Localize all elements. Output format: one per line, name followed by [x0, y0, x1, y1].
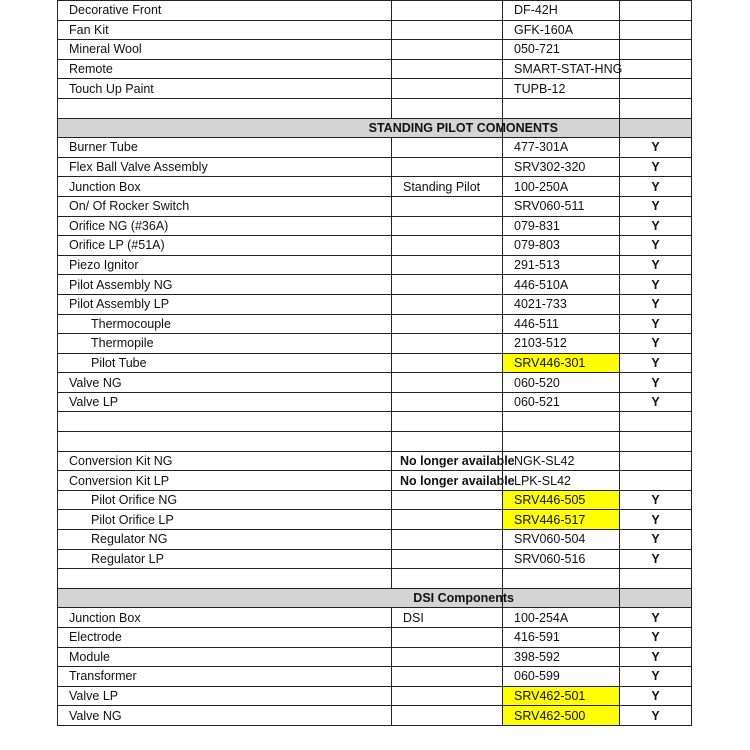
- part-number: SRV446-505: [503, 490, 620, 510]
- section-empty-cell: [503, 588, 620, 608]
- availability-flag: Y: [620, 628, 692, 648]
- empty-cell: [620, 432, 692, 452]
- availability-flag: Y: [620, 138, 692, 158]
- empty-cell: [58, 98, 392, 118]
- table-row: [58, 294, 692, 314]
- section-empty-cell: [620, 588, 692, 608]
- empty-cell: [503, 98, 620, 118]
- section-header-row: [58, 588, 692, 608]
- component-note: [392, 353, 503, 373]
- table-row: [58, 40, 692, 60]
- section-header-row: [58, 118, 692, 138]
- table-row: [58, 608, 692, 628]
- availability-flag: Y: [620, 216, 692, 236]
- availability-flag: Y: [620, 667, 692, 687]
- component-name: Transformer: [58, 667, 392, 687]
- component-name: Thermocouple: [58, 314, 392, 334]
- table-row: [58, 157, 692, 177]
- part-number: 477-301A: [503, 138, 620, 158]
- component-name: Pilot Assembly NG: [58, 275, 392, 295]
- empty-cell: [392, 432, 503, 452]
- component-note: [392, 549, 503, 569]
- section-empty-cell: [620, 118, 692, 138]
- table-row: [58, 216, 692, 236]
- part-number: SRV462-501: [503, 686, 620, 706]
- component-name: Pilot Assembly LP: [58, 294, 392, 314]
- component-note: [392, 1, 503, 21]
- table-row: [58, 471, 692, 491]
- empty-cell: [392, 569, 503, 589]
- part-number: SRV462-500: [503, 706, 620, 726]
- component-name: Orifice NG (#36A): [58, 216, 392, 236]
- table-row: [58, 236, 692, 256]
- part-number: SRV060-511: [503, 196, 620, 216]
- component-note: [392, 392, 503, 412]
- component-name: Piezo Ignitor: [58, 255, 392, 275]
- availability-flag: Y: [620, 373, 692, 393]
- parts-table-body: [58, 1, 692, 726]
- table-row: [58, 686, 692, 706]
- component-name: Junction Box: [58, 177, 392, 197]
- availability-flag: Y: [620, 510, 692, 530]
- component-note: Standing Pilot: [392, 177, 503, 197]
- part-number: SRV446-301: [503, 353, 620, 373]
- component-note: [392, 196, 503, 216]
- empty-cell: [620, 412, 692, 432]
- table-row: [58, 373, 692, 393]
- component-name: Thermopile: [58, 334, 392, 354]
- component-name: Conversion Kit NG: [58, 451, 392, 471]
- part-number: NGK-SL42: [503, 451, 620, 471]
- part-number: 100-254A: [503, 608, 620, 628]
- availability-flag: Y: [620, 706, 692, 726]
- blank-row: [58, 412, 692, 432]
- table-row: [58, 196, 692, 216]
- table-row: [58, 667, 692, 687]
- availability-flag: Y: [620, 177, 692, 197]
- table-row: [58, 275, 692, 295]
- component-note: [392, 530, 503, 550]
- part-number: 100-250A: [503, 177, 620, 197]
- availability-flag: Y: [620, 353, 692, 373]
- availability-flag: Y: [620, 530, 692, 550]
- availability-flag: Y: [620, 334, 692, 354]
- part-number: 079-803: [503, 236, 620, 256]
- component-name: Decorative Front: [58, 1, 392, 21]
- component-name: Valve LP: [58, 392, 392, 412]
- availability-flag: [620, 471, 692, 491]
- table-row: [58, 706, 692, 726]
- component-note: [392, 510, 503, 530]
- availability-flag: Y: [620, 314, 692, 334]
- part-number: LPK-SL42: [503, 471, 620, 491]
- part-number: DF-42H: [503, 1, 620, 21]
- table-row: [58, 20, 692, 40]
- availability-flag: [620, 59, 692, 79]
- component-name: Valve LP: [58, 686, 392, 706]
- availability-flag: [620, 40, 692, 60]
- availability-flag: Y: [620, 157, 692, 177]
- availability-flag: [620, 20, 692, 40]
- component-note: [392, 59, 503, 79]
- component-name: Electrode: [58, 628, 392, 648]
- availability-flag: Y: [620, 255, 692, 275]
- blank-row: [58, 432, 692, 452]
- component-name: Mineral Wool: [58, 40, 392, 60]
- component-note: [392, 686, 503, 706]
- part-number: 416-591: [503, 628, 620, 648]
- component-name: Valve NG: [58, 706, 392, 726]
- availability-flag: Y: [620, 275, 692, 295]
- availability-flag: Y: [620, 490, 692, 510]
- part-number: 060-520: [503, 373, 620, 393]
- component-name: Pilot Orifice NG: [58, 490, 392, 510]
- component-note: [392, 157, 503, 177]
- component-name: On/ Of Rocker Switch: [58, 196, 392, 216]
- table-row: [58, 79, 692, 99]
- section-title: STANDING PILOT COMONENTS: [368, 120, 558, 135]
- component-note: No longer available: [392, 451, 503, 471]
- part-number: SMART-STAT-HNG: [503, 59, 620, 79]
- component-name: Module: [58, 647, 392, 667]
- availability-flag: Y: [620, 294, 692, 314]
- empty-cell: [58, 432, 392, 452]
- component-note: [392, 255, 503, 275]
- empty-cell: [503, 569, 620, 589]
- component-note: [392, 40, 503, 60]
- table-row: [58, 334, 692, 354]
- component-note: [392, 490, 503, 510]
- part-number: SRV060-516: [503, 549, 620, 569]
- component-name: Remote: [58, 59, 392, 79]
- component-note: [392, 216, 503, 236]
- component-name: Conversion Kit LP: [58, 471, 392, 491]
- table-row: [58, 451, 692, 471]
- component-name: Orifice LP (#51A): [58, 236, 392, 256]
- parts-table: [57, 0, 692, 726]
- availability-flag: [620, 451, 692, 471]
- blank-row: [58, 569, 692, 589]
- component-name: Burner Tube: [58, 138, 392, 158]
- component-name: Regulator LP: [58, 549, 392, 569]
- availability-flag: [620, 1, 692, 21]
- table-row: [58, 490, 692, 510]
- availability-flag: Y: [620, 196, 692, 216]
- empty-cell: [503, 412, 620, 432]
- part-number: 446-510A: [503, 275, 620, 295]
- part-number: 398-592: [503, 647, 620, 667]
- table-row: [58, 138, 692, 158]
- table-row: [58, 314, 692, 334]
- table-row: [58, 177, 692, 197]
- empty-cell: [392, 98, 503, 118]
- part-number: 079-831: [503, 216, 620, 236]
- section-title-cell: [58, 588, 514, 608]
- availability-flag: [620, 79, 692, 99]
- section-title-cell: [58, 118, 558, 138]
- component-note: [392, 706, 503, 726]
- component-note: [392, 373, 503, 393]
- part-number: SRV446-517: [503, 510, 620, 530]
- component-note: [392, 20, 503, 40]
- part-number: 446-511: [503, 314, 620, 334]
- component-note: [392, 334, 503, 354]
- component-name: Fan Kit: [58, 20, 392, 40]
- blank-row: [58, 98, 692, 118]
- table-row: [58, 549, 692, 569]
- empty-cell: [58, 569, 392, 589]
- part-number: SRV302-320: [503, 157, 620, 177]
- part-number: SRV060-504: [503, 530, 620, 550]
- component-name: Flex Ball Valve Assembly: [58, 157, 392, 177]
- table-row: [58, 255, 692, 275]
- table-row: [58, 59, 692, 79]
- part-number: 291-513: [503, 255, 620, 275]
- component-note: [392, 314, 503, 334]
- availability-flag: Y: [620, 549, 692, 569]
- empty-cell: [620, 98, 692, 118]
- part-number: TUPB-12: [503, 79, 620, 99]
- table-row: [58, 1, 692, 21]
- component-note: [392, 628, 503, 648]
- component-note: [392, 79, 503, 99]
- component-note: [392, 667, 503, 687]
- table-row: [58, 510, 692, 530]
- part-number: 4021-733: [503, 294, 620, 314]
- part-number: 060-599: [503, 667, 620, 687]
- component-note: [392, 275, 503, 295]
- availability-flag: Y: [620, 608, 692, 628]
- table-row: [58, 628, 692, 648]
- table-row: [58, 353, 692, 373]
- table-row: [58, 392, 692, 412]
- component-name: Junction Box: [58, 608, 392, 628]
- component-note: No longer available: [392, 471, 503, 491]
- empty-cell: [392, 412, 503, 432]
- empty-cell: [620, 569, 692, 589]
- component-note: DSI: [392, 608, 503, 628]
- empty-cell: [503, 432, 620, 452]
- component-note: [392, 294, 503, 314]
- component-name: Touch Up Paint: [58, 79, 392, 99]
- part-number: 2103-512: [503, 334, 620, 354]
- component-name: Valve NG: [58, 373, 392, 393]
- component-name: Pilot Tube: [58, 353, 392, 373]
- component-note: [392, 138, 503, 158]
- component-name: Pilot Orifice LP: [58, 510, 392, 530]
- availability-flag: Y: [620, 236, 692, 256]
- part-number: 050-721: [503, 40, 620, 60]
- part-number: 060-521: [503, 392, 620, 412]
- availability-flag: Y: [620, 392, 692, 412]
- availability-flag: Y: [620, 686, 692, 706]
- component-note: [392, 236, 503, 256]
- component-note: [392, 647, 503, 667]
- table-row: [58, 647, 692, 667]
- table-row: [58, 530, 692, 550]
- section-title: DSI Components: [413, 591, 514, 606]
- part-number: GFK-160A: [503, 20, 620, 40]
- component-name: Regulator NG: [58, 530, 392, 550]
- empty-cell: [58, 412, 392, 432]
- availability-flag: Y: [620, 647, 692, 667]
